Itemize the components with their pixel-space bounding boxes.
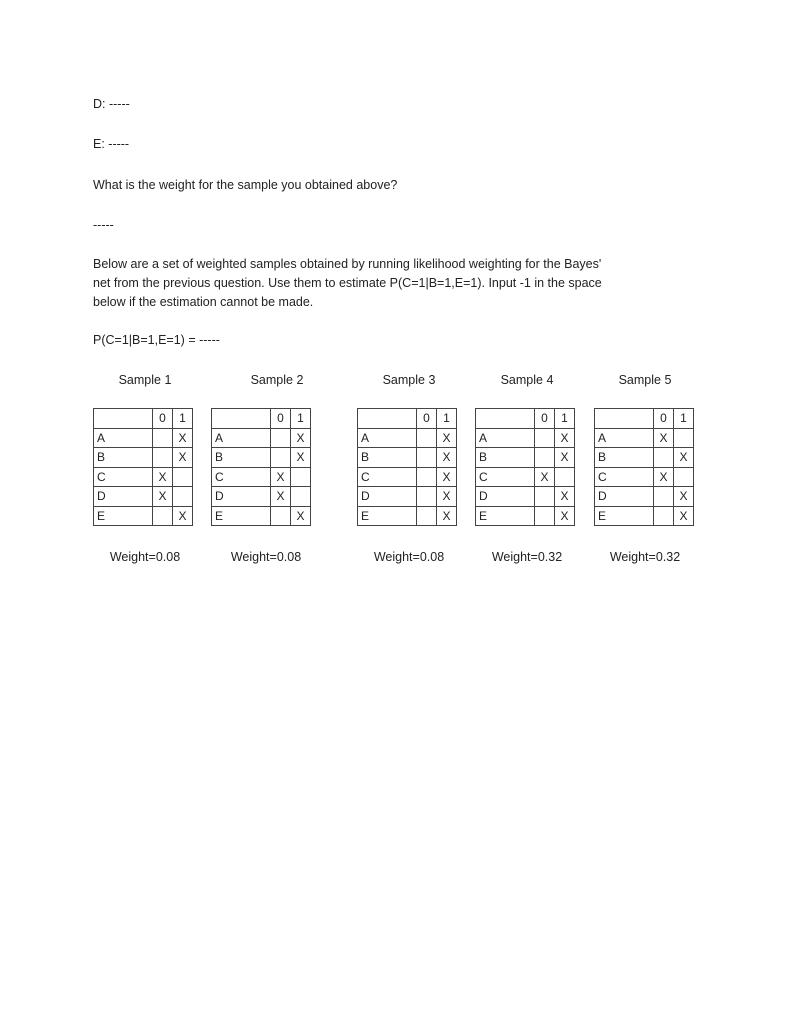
value-0-cell: [153, 506, 173, 526]
variable-label: B: [212, 448, 271, 468]
value-0-cell: X: [654, 428, 674, 448]
header-col-0: 0: [153, 409, 173, 429]
weight-question: What is the weight for the sample you obtained above?: [93, 178, 398, 192]
variable-label: D: [595, 487, 654, 507]
table-row: [476, 448, 575, 468]
value-1-cell: X: [555, 487, 575, 507]
weight-answer-blank[interactable]: -----: [93, 218, 114, 232]
table-row: [358, 506, 457, 526]
variable-label: D: [212, 487, 271, 507]
variable-label: A: [595, 428, 654, 448]
value-0-cell: [417, 448, 437, 468]
table-header-row: [358, 409, 457, 429]
value-0-cell: [417, 506, 437, 526]
table-row: [94, 448, 193, 468]
intro-line-2: net from the previous question. Use them to estimate P(C=1|B=1,E=1). Input -1 in the space: [93, 276, 602, 290]
value-1-cell: X: [173, 448, 193, 468]
value-0-cell: [535, 448, 555, 468]
sample-table: [475, 408, 575, 526]
variable-label: D: [94, 487, 153, 507]
variable-label: B: [358, 448, 417, 468]
value-1-cell: X: [437, 448, 457, 468]
sample-weight: Weight=0.32: [609, 550, 681, 564]
header-blank-cell: [358, 409, 417, 429]
header-blank-cell: [595, 409, 654, 429]
variable-label: E: [358, 506, 417, 526]
variable-label: C: [476, 467, 535, 487]
value-1-cell: X: [674, 487, 694, 507]
sample-title: Sample 4: [500, 373, 554, 387]
table-row: [476, 467, 575, 487]
sample-title: Sample 3: [382, 373, 436, 387]
table-row: [358, 448, 457, 468]
value-1-cell: [291, 487, 311, 507]
table-row: [358, 467, 457, 487]
value-1-cell: [674, 467, 694, 487]
estimate-line[interactable]: P(C=1|B=1,E=1) = -----: [93, 333, 220, 347]
value-1-cell: X: [437, 428, 457, 448]
value-1-cell: X: [173, 506, 193, 526]
value-1-cell: X: [674, 448, 694, 468]
table-row: [476, 428, 575, 448]
table-row: [212, 448, 311, 468]
table-row: [358, 428, 457, 448]
sample-title: Sample 5: [618, 373, 672, 387]
sample-weight: Weight=0.08: [109, 550, 181, 564]
sample-weight: Weight=0.08: [373, 550, 445, 564]
table-row: [476, 506, 575, 526]
value-1-cell: X: [674, 506, 694, 526]
table-row: [595, 428, 694, 448]
variable-label: B: [595, 448, 654, 468]
value-0-cell: X: [271, 487, 291, 507]
header-blank-cell: [94, 409, 153, 429]
value-1-cell: X: [437, 506, 457, 526]
header-blank-cell: [476, 409, 535, 429]
variable-label: E: [595, 506, 654, 526]
sample-table: [211, 408, 311, 526]
value-0-cell: X: [153, 467, 173, 487]
table-row: [212, 467, 311, 487]
table-row: [595, 448, 694, 468]
value-1-cell: X: [555, 448, 575, 468]
variable-label: C: [595, 467, 654, 487]
table-row: [212, 506, 311, 526]
intro-paragraph: [93, 255, 693, 312]
value-1-cell: X: [291, 506, 311, 526]
variable-label: E: [94, 506, 153, 526]
value-1-cell: X: [291, 428, 311, 448]
table-row: [94, 467, 193, 487]
value-0-cell: [535, 506, 555, 526]
value-0-cell: [535, 428, 555, 448]
table-row: [94, 428, 193, 448]
value-0-cell: [654, 448, 674, 468]
table-row: [94, 506, 193, 526]
variable-label: B: [476, 448, 535, 468]
header-col-0: 0: [271, 409, 291, 429]
e-answer-line: E: -----: [93, 137, 130, 151]
value-1-cell: [173, 487, 193, 507]
sample-title: Sample 2: [250, 373, 304, 387]
table-row: [476, 487, 575, 507]
header-col-0: 0: [535, 409, 555, 429]
value-1-cell: X: [291, 448, 311, 468]
variable-label: B: [94, 448, 153, 468]
variable-label: E: [212, 506, 271, 526]
intro-line-3: below if the estimation cannot be made.: [93, 295, 314, 309]
sample-table: [93, 408, 193, 526]
value-0-cell: X: [153, 487, 173, 507]
header-col-1: 1: [173, 409, 193, 429]
intro-line-1: Below are a set of weighted samples obtained by running likelihood weighting for the Bayes': [93, 257, 602, 271]
header-col-1: 1: [674, 409, 694, 429]
sample-title: Sample 1: [118, 373, 172, 387]
sample-weight: Weight=0.32: [491, 550, 563, 564]
table-row: [212, 487, 311, 507]
value-1-cell: X: [437, 487, 457, 507]
table-header-row: [476, 409, 575, 429]
variable-label: C: [94, 467, 153, 487]
table-row: [595, 506, 694, 526]
table-row: [358, 487, 457, 507]
value-1-cell: X: [555, 428, 575, 448]
value-1-cell: X: [437, 467, 457, 487]
value-0-cell: [271, 428, 291, 448]
table-header-row: [595, 409, 694, 429]
table-header-row: [212, 409, 311, 429]
variable-label: A: [476, 428, 535, 448]
value-0-cell: X: [271, 467, 291, 487]
sample-weight: Weight=0.08: [230, 550, 302, 564]
variable-label: D: [476, 487, 535, 507]
value-0-cell: [271, 448, 291, 468]
table-row: [595, 487, 694, 507]
value-1-cell: [674, 428, 694, 448]
value-0-cell: [535, 487, 555, 507]
variable-label: D: [358, 487, 417, 507]
variable-label: C: [358, 467, 417, 487]
value-0-cell: [417, 487, 437, 507]
table-row: [94, 487, 193, 507]
value-0-cell: [417, 428, 437, 448]
value-0-cell: [654, 506, 674, 526]
value-0-cell: [153, 428, 173, 448]
value-0-cell: X: [535, 467, 555, 487]
table-row: [595, 467, 694, 487]
header-col-1: 1: [291, 409, 311, 429]
value-0-cell: X: [654, 467, 674, 487]
value-0-cell: [417, 467, 437, 487]
table-header-row: [94, 409, 193, 429]
header-col-0: 0: [417, 409, 437, 429]
value-1-cell: [173, 467, 193, 487]
value-0-cell: [654, 487, 674, 507]
value-1-cell: [291, 467, 311, 487]
table-row: [212, 428, 311, 448]
header-blank-cell: [212, 409, 271, 429]
d-answer-line: D: -----: [93, 97, 130, 111]
variable-label: A: [212, 428, 271, 448]
header-col-1: 1: [437, 409, 457, 429]
value-1-cell: X: [173, 428, 193, 448]
variable-label: E: [476, 506, 535, 526]
value-0-cell: [271, 506, 291, 526]
variable-label: C: [212, 467, 271, 487]
header-col-0: 0: [654, 409, 674, 429]
value-1-cell: X: [555, 506, 575, 526]
value-1-cell: [555, 467, 575, 487]
variable-label: A: [358, 428, 417, 448]
header-col-1: 1: [555, 409, 575, 429]
value-0-cell: [153, 448, 173, 468]
sample-table: [357, 408, 457, 526]
variable-label: A: [94, 428, 153, 448]
sample-table: [594, 408, 694, 526]
